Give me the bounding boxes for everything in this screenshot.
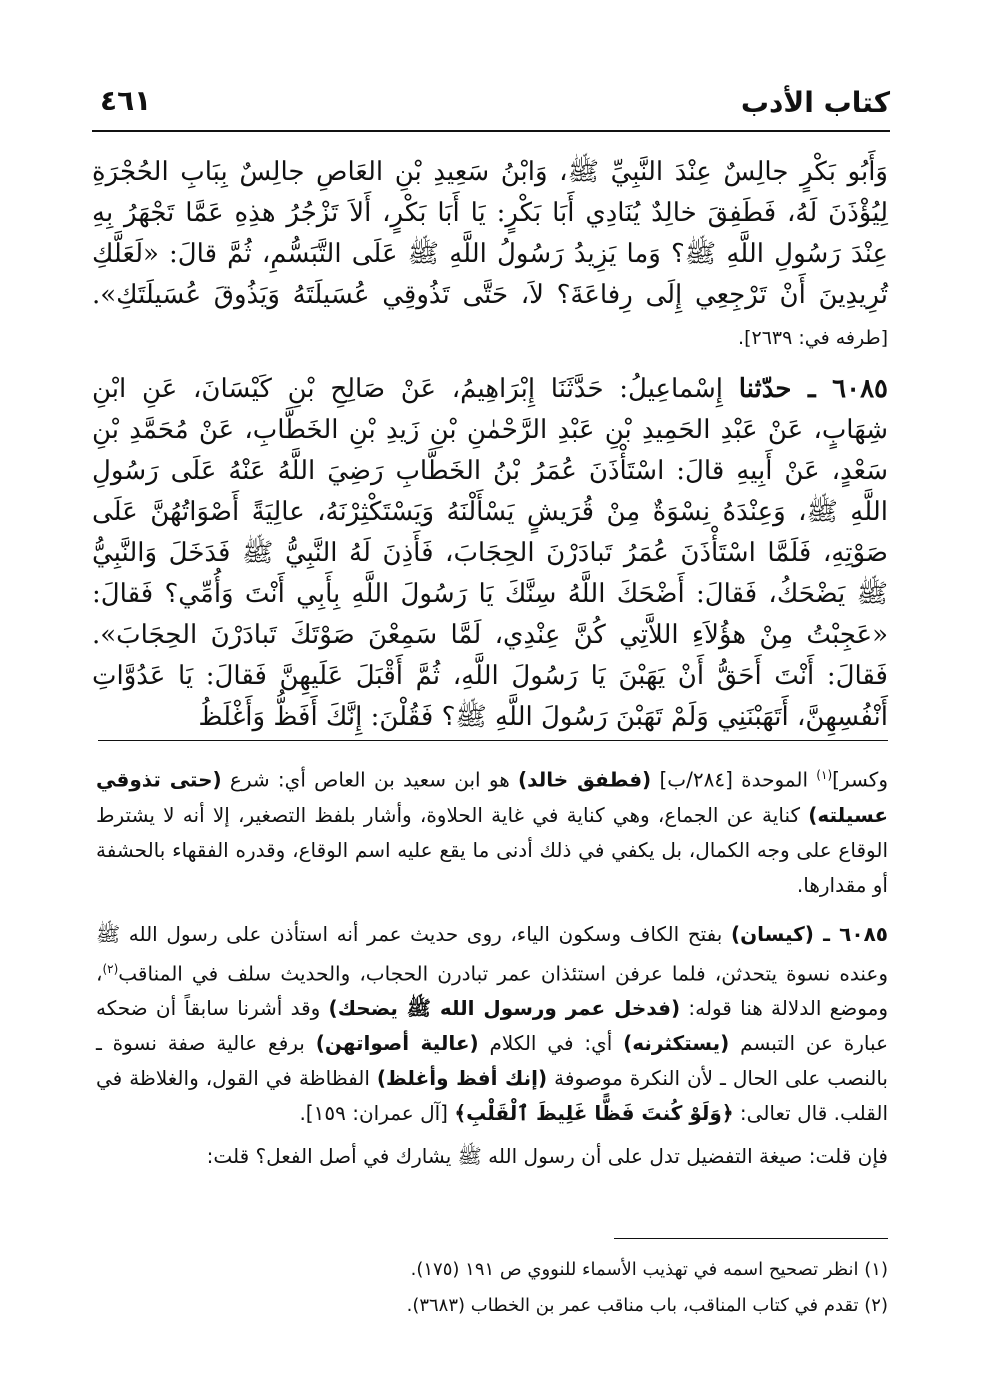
quoted-phrase: (حتى تذوقي عسيلته) [96,767,888,827]
commentary-text: وكسر] [832,767,888,792]
page-number: ٤٦١ [100,84,152,117]
book-title: كتاب الأدب [740,86,890,119]
hadith-paragraph [92,369,888,738]
commentary-text: [آل عمران: ١٥٩]. [299,1101,455,1126]
quoted-phrase: (إنك أفظ وأغلظ) [376,1066,548,1091]
quoted-phrase: (يستكثرنه) [623,1031,730,1056]
commentary-text: بفتح الكاف وسكون الياء، روى حديث عمر أنه استأذن على رسول الله ﷺ وعنده نسوة يتحدثن، فلما عرفن استئذان عمر تبادرن الحجاب، والحديث سلف في المناقب [96,921,888,986]
quran-verse: ﴿وَلَوْ كُنتَ فَظًّا غَلِيظَ ٱلْقَلْبِ﴾ [454,1101,734,1126]
commentary-text: كناية عن الجماع، وهي كناية في غاية الحلاوة، وأشار بلفظ التصغير، إلا أنه لا يشترط الوقاع على وجه الكمال، بل يكفي في ذلك أدنى ما يقع عليه اسم الوقاع، وقدره الفقهاء بالحشفة أو مقدارها. [96,802,888,897]
commentary [96,758,888,1174]
quoted-phrase: (عالية أصواتهن) [315,1031,479,1056]
separator-line [98,740,888,741]
commentary-text: الموحدة [٢٨٤/ب] [651,767,817,792]
hadith-body: وَأَبُو بَكْرٍ جالِسٌ عِنْدَ النَّبِيِّ ﷺ، وَابْنُ سَعِيدِ بْنِ العَاصِ جالِسٌ بِبَابِ الحُجْرَةِ لِيُؤْذَنَ لَهُ، فَطَفِقَ خالِدٌ يُنَادِي أَبَا بَكْرٍ: يَا أَبَا بَكْرٍ، أَلاَ تَزْجُرُ هذِهِ عَمَّا تَجْهَرُ بِهِ عِنْدَ رَسُولِ اللَّهِ ﷺ؟ وَما يَزِيدُ رَسُولُ اللَّهِ ﷺ عَلَى التَّبَسُّمِ، ثُمَّ قالَ: «لَعَلَّكِ تُرِيدِينَ أَنْ تَرْجِعِي إِلَى رِفاعَةَ؟ لاَ، حَتَّى تَذُوقِي عُسَيلَتَهُ وَيَذُوقَ عُسَيلَتَكِ». [92,157,888,310]
commentary-paragraph [96,917,888,1132]
commentary-text: وقد أشرنا سابقاً أن ضحكه عبارة عن التبسم [96,996,888,1056]
commentary-text: برفع عالية صفة نسوة ـ بالنصب على الحال ـ لأن النكرة موصوفة [96,1031,888,1091]
hadith-text [92,152,888,738]
footnote-separator [614,1238,888,1239]
quoted-phrase: ٦٠٨٥ ـ (كيسان) [730,921,888,946]
cross-reference: [طرفه في: ٢٦٣٩]. [738,327,888,349]
footnote: (١) انظر تصحيح اسمه في تهذيب الأسماء للنووي ص ١٩١ (١٧٥). [410,1259,888,1280]
commentary-text: الفظاظة في القول، والغلاظة في القلب. قال تعالى: [96,1066,888,1126]
hadith-body: إِسْماعِيلُ: حَدَّثَنَا إِبْرَاهِيمُ، عَنْ صَالِحِ بْنِ كَيْسَانَ، عَنِ ابْنِ شِهَابٍ، عَنْ عَبْدِ الحَمِيدِ بْنِ عَبْدِ الرَّحْمٰنِ بْنِ زَيدِ بْنِ الخَطَّابِ، عَنْ مُحَمَّدِ بْنِ سَعْدٍ، عَنْ أَبِيهِ قالَ: اسْتَأْذَنَ عُمَرُ بْنُ الخَطَّابِ رَضِيَ اللَّهُ عَنْهُ عَلَى رَسُولِ اللَّهِ ﷺ، وَعِنْدَهُ نِسْوَةٌ مِنْ قُرَيشٍ يَسْأَلْنَهُ وَيَسْتَكْثِرْنَهُ، عالِيَةً أَصْوَاتُهُنَّ عَلَى صَوْتِهِ، فَلَمَّا اسْتَأْذَنَ عُمَرُ تَبادَرْنَ الحِجَابَ، فَأَذِنَ لَهُ النَّبِيُّ ﷺ فَدَخَلَ وَالنَّبِيُّ ﷺ يَضْحَكُ، فَقالَ: أَضْحَكَ اللَّهُ سِنَّكَ يَا رَسُولَ اللَّهِ بِأَبِي أَنْتَ وَأُمِّي؟ فَقالَ: «عَجِبْتُ مِنْ هؤُلاَءِ اللاَّتِي كُنَّ عِنْدِي، لَمَّا سَمِعْنَ صَوْتَكَ تَبادَرْنَ الحِجَابَ». فَقالَ: أَنْتَ أَحَقُّ أَنْ يَهَبْنَ يَا رَسُولَ اللَّهِ، ثُمَّ أَقْبَلَ عَلَيهِنَّ فَقالَ: يَا عَدُوَّاتِ أَنْفُسِهِنَّ، أَتَهَبْنَنِي وَلَمْ تَهَبْنَ رَسُولَ اللَّهِ ﷺ؟ فَقُلْنَ: إِنَّكَ أَفَظُّ وَأَغْلَظُ [92,374,889,732]
footnote: (٢) تقدم في كتاب المناقب، باب مناقب عمر بن الخطاب (٣٦٨٣). [406,1295,888,1316]
commentary-paragraph: فإن قلت: صيغة التفضيل تدل على أن رسول الله ﷺ يشارك في أصل الفعل؟ قلت: [206,1144,888,1169]
page-header [92,82,890,132]
footnotes [96,1252,888,1324]
footnote-marker: (١) [816,768,833,782]
commentary-text: أي: في الكلام [478,1031,624,1056]
commentary-paragraph [96,758,888,903]
hadith-number: ٦٠٨٥ ـ حدّثنا [738,374,888,404]
commentary-text: هو ابن سعيد بن العاص أي: شرع [221,767,519,792]
quoted-phrase: (فدخل عمر ورسول الله ﷺ يضحك) [328,996,681,1021]
footnote-marker: (٢) [102,961,119,976]
commentary-text: ، وموضع الدلالة هنا قوله: [96,961,888,1021]
quoted-phrase: (فطفق خالد) [518,767,652,792]
hadith-paragraph [92,152,888,359]
